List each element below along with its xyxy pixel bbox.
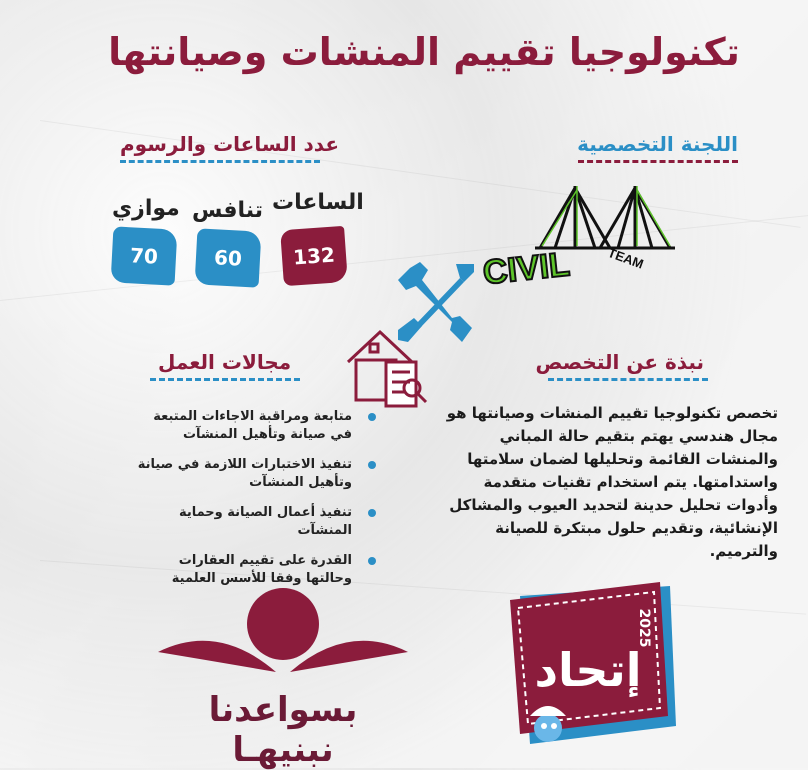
hours-label-hours: الساعات (272, 190, 364, 215)
about-text: تخصص تكنولوجيا تقييم المنشات وصيانتها هو مجال هندسي يهتم بتقيم حالة المباني والمنشات القائمة وتحليلها لضمان سلامتها واستدامتها. يتم استخدام تقنيات متقدمة وأدوات تحليل حدينة لتحديد العيوب والمشاكل الإنشائية، وتقديم حلول مبتكرة للصيانة والترميم. (446, 404, 778, 560)
about-underline (548, 378, 708, 384)
union-2025-logo (500, 576, 680, 756)
hours-value-badge: 132 (280, 226, 348, 286)
hours-label-compete: تنافس (192, 198, 264, 223)
page-title: تكنولوجيا تقييم المنشات وصيانتها (108, 30, 740, 74)
fields-underline (150, 378, 300, 384)
hours-heading: عدد الساعات والرسوم (120, 132, 340, 156)
about-heading: نبذة عن التخصص (535, 350, 704, 374)
bullet-dot-icon (368, 557, 376, 565)
team-text: TEAM (605, 244, 646, 272)
list-item: تنفيذ الاختبارات اللازمة في صيانة وتأهيل المنشآت (136, 456, 366, 492)
brand-tagline: بسواعدنا نبنيهـا (208, 690, 358, 770)
house-checklist-icon (340, 322, 430, 412)
list-item: تنفيذ أعمال الصيانة وحماية المنشآت (136, 504, 366, 540)
hours-label-parallel: موازي (112, 196, 180, 221)
fields-heading: مجالات العمل (158, 350, 292, 374)
hours-underline (120, 160, 320, 166)
committee-underline (578, 160, 738, 166)
brand-logo (148, 582, 418, 692)
bullet-dot-icon (368, 413, 376, 421)
fields-list (136, 408, 366, 600)
union-logo-year: 2025 (636, 608, 652, 648)
civil-text: CIVIL (481, 245, 572, 293)
list-item: متابعة ومراقبة الاجاءات المتبعة في صيانة وتأهيل المنشآت (136, 408, 366, 444)
compete-value-badge: 60 (195, 228, 262, 287)
list-item: القدرة على تقييم العقارات وحالتها وفقا للأسس العلمية (136, 552, 366, 588)
parallel-value-badge: 70 (111, 226, 178, 285)
civil-team-logo (481, 178, 680, 298)
bullet-dot-icon (368, 509, 376, 517)
committee-heading: اللجنة التخصصية (577, 132, 738, 156)
union-logo-text: إتحاد (534, 643, 642, 697)
bridge-icon (481, 178, 680, 298)
bullet-dot-icon (368, 461, 376, 469)
